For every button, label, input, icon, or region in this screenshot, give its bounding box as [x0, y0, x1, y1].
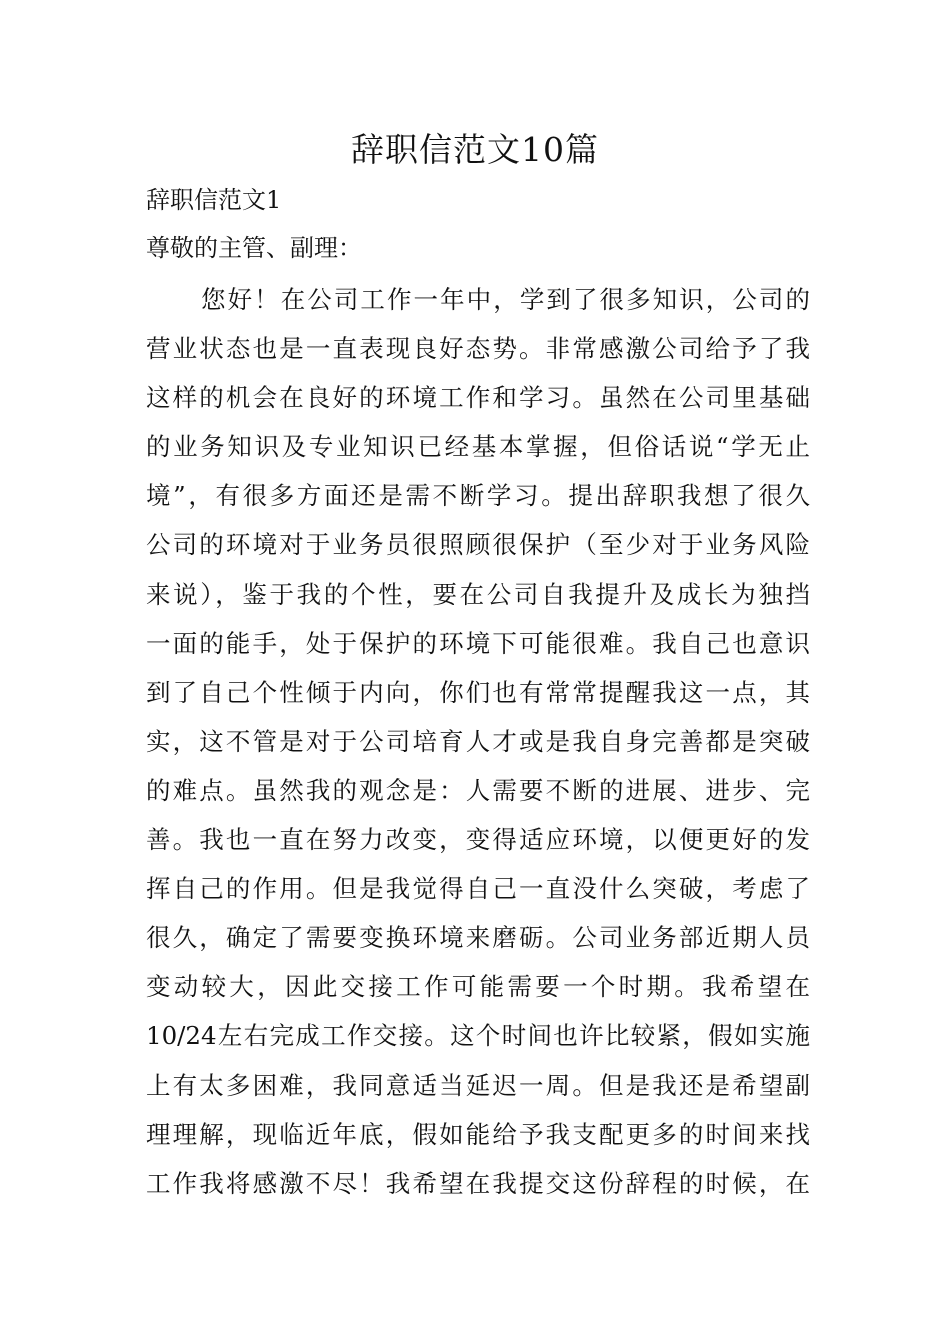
body-line: 工作我将感激不尽！我希望在我提交这份辞程的时候，在 — [146, 1168, 810, 1198]
document-title: 辞职信范文10篇 — [351, 130, 599, 169]
body-line: 变动较大，因此交接工作可能需要一个时期。我希望在 — [146, 972, 810, 1002]
body-line: 挥自己的作用。但是我觉得自己一直没什么突破，考虑了 — [146, 874, 810, 904]
body-line: 到了自己个性倾于内向，你们也有常常提醒我这一点，其 — [146, 677, 810, 707]
body-line: 的难点。虽然我的观念是：人需要不断的进展、进步、完 — [146, 775, 810, 805]
letter-body — [146, 280, 810, 1213]
body-line: 上有太多困难，我同意适当延迟一周。但是我还是希望副 — [146, 1070, 810, 1100]
body-line: 10/24左右完成工作交接。这个时间也许比较紧，假如实施 — [146, 1021, 810, 1051]
body-line: 善。我也一直在努力改变，变得适应环境，以便更好的发 — [146, 825, 810, 855]
body-line: 公司的环境对于业务员很照顾很保护（至少对于业务风险 — [146, 530, 810, 560]
body-line: 营业状态也是一直表现良好态势。非常感激公司给予了我 — [146, 334, 810, 364]
body-line: 一面的能手，处于保护的环境下可能很难。我自己也意识 — [146, 628, 810, 658]
body-line: 理理解，现临近年底，假如能给予我支配更多的时间来找 — [146, 1119, 810, 1149]
body-line: 境”，有很多方面还是需不断学习。提出辞职我想了很久 — [146, 481, 810, 511]
salutation: 尊敬的主管、副理： — [146, 234, 362, 262]
body-line: 很久，确定了需要变换环境来磨砺。公司业务部近期人员 — [146, 923, 810, 953]
body-line: 您好！在公司工作一年中，学到了很多知识，公司的 — [201, 285, 810, 314]
body-line: 的业务知识及专业知识已经基本掌握，但俗话说“学无止 — [146, 432, 810, 462]
body-line: 来说），鉴于我的个性，要在公司自我提升及成长为独挡 — [146, 579, 810, 609]
body-line: 实，这不管是对于公司培育人才或是我自身完善都是突破 — [146, 726, 810, 756]
body-line: 这样的机会在良好的环境工作和学习。虽然在公司里基础 — [146, 383, 810, 413]
section-heading: 辞职信范文1 — [146, 186, 282, 214]
